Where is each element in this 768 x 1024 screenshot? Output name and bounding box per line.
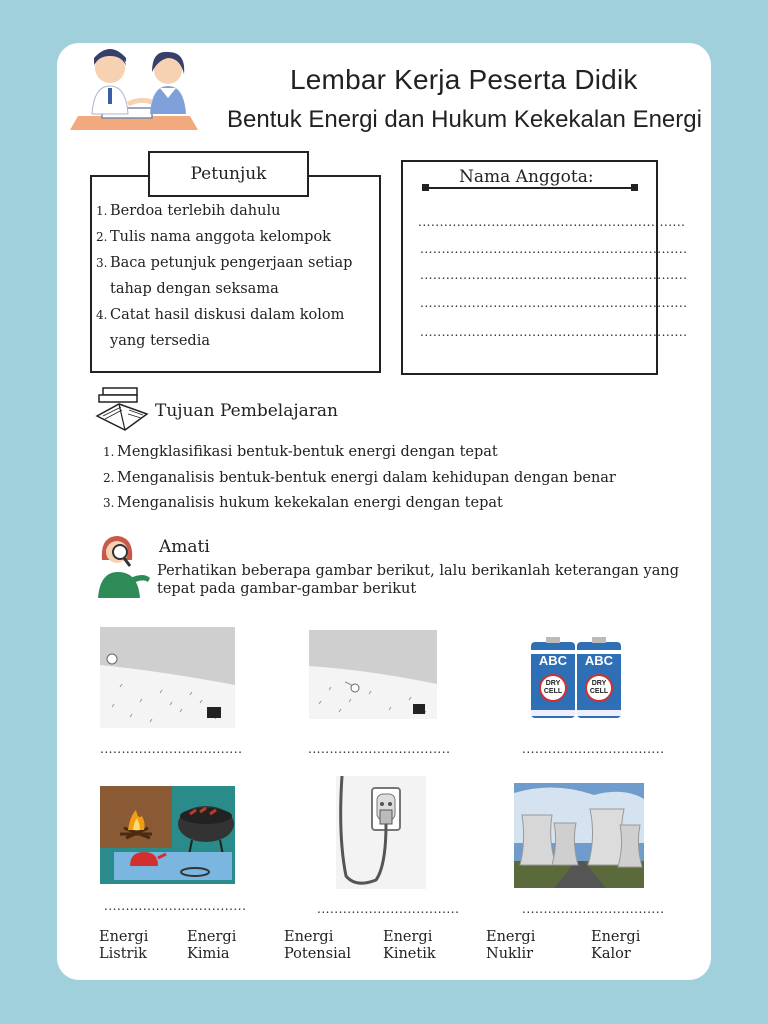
tujuan-item	[103, 440, 663, 466]
anggota-divider	[425, 187, 635, 189]
item-text: Catat hasil diskusi dalam kolom yang tersedia	[110, 307, 345, 349]
item-number: 3.	[103, 496, 115, 510]
item-text: Baca petunjuk pengerjaan setiap tahap dengan seksama	[110, 255, 353, 297]
item-text: Menganalisis hukum kekekalan energi dengan tepat	[117, 495, 503, 511]
anggota-name-line[interactable]: ..............................................................	[420, 268, 688, 282]
petunjuk-item	[96, 250, 371, 302]
petunjuk-item	[96, 224, 371, 250]
anggota-name-line[interactable]: ..............................................................	[420, 325, 688, 339]
tujuan-title: Tujuan Pembelajaran	[155, 401, 338, 421]
option-energi-nuklir: Energi Nuklir	[486, 929, 536, 962]
answer-blank[interactable]: .................................	[522, 742, 665, 756]
option-energi-listrik: Energi Listrik	[99, 929, 149, 962]
item-number: 1.	[96, 204, 108, 218]
item-text: Menganalisis bentuk-bentuk energi dalam kehidupan dengan benar	[117, 469, 616, 486]
battery-type-label: DRY CELL	[589, 680, 609, 695]
girl-magnifier-icon	[94, 534, 152, 598]
anggota-name-line[interactable]: ..............................................................	[420, 242, 688, 256]
fire-stove-picture	[100, 786, 235, 884]
ball-rolling-picture	[309, 630, 437, 719]
answer-blank[interactable]: .................................	[104, 899, 247, 913]
anggota-name-line[interactable]: ..............................................................	[420, 296, 688, 310]
worksheet-subtitle: Bentuk Energi dan Hukum Kekekalan Energi	[227, 106, 702, 133]
petunjuk-item	[96, 198, 371, 224]
petunjuk-item	[96, 302, 371, 354]
battery-type-label: DRY CELL	[543, 680, 563, 695]
petunjuk-list	[96, 198, 371, 354]
battery-brand-label: ABC	[538, 653, 568, 668]
item-text: Berdoa terlebih dahulu	[110, 203, 281, 219]
books-icon	[95, 386, 150, 434]
worksheet-title: Lembar Kerja Peserta Didik	[290, 64, 638, 95]
answer-blank[interactable]: .................................	[100, 742, 243, 756]
tujuan-item	[103, 466, 663, 492]
option-energi-kimia: Energi Kimia	[187, 929, 237, 962]
option-energi-kinetik: Energi Kinetik	[383, 929, 436, 962]
item-number: 1.	[103, 445, 115, 459]
ball-slope-top-picture	[100, 627, 235, 728]
students-illustration	[70, 44, 200, 132]
amati-title: Amati	[159, 537, 210, 557]
anggota-name-line[interactable]: ..............................................................	[418, 215, 686, 229]
item-text: Tulis nama anggota kelompok	[110, 229, 331, 245]
batteries-picture	[528, 636, 624, 720]
tujuan-item	[103, 491, 663, 517]
item-text: Mengklasifikasi bentuk-bentuk energi dengan tepat	[117, 444, 498, 460]
plug-socket-picture	[336, 776, 426, 889]
answer-blank[interactable]: .................................	[522, 902, 665, 916]
option-energi-potensial: Energi Potensial	[284, 929, 352, 962]
answer-blank[interactable]: .................................	[317, 902, 460, 916]
amati-instruction: Perhatikan beberapa gambar berikut, lalu berikanlah keterangan yang tepat pada gambar-gambar berikut	[157, 563, 679, 597]
tujuan-list	[103, 440, 663, 517]
answer-blank[interactable]: .................................	[308, 742, 451, 756]
petunjuk-title: Petunjuk	[148, 151, 309, 197]
battery-brand-label: ABC	[584, 653, 614, 668]
cooling-towers-picture	[514, 783, 644, 888]
item-number: 2.	[103, 470, 115, 485]
anggota-title: Nama Anggota:	[459, 167, 594, 187]
item-number: 3.	[96, 256, 108, 270]
item-number: 2.	[96, 230, 108, 244]
item-number: 4.	[96, 308, 108, 322]
option-energi-kalor: Energi Kalor	[591, 929, 641, 962]
